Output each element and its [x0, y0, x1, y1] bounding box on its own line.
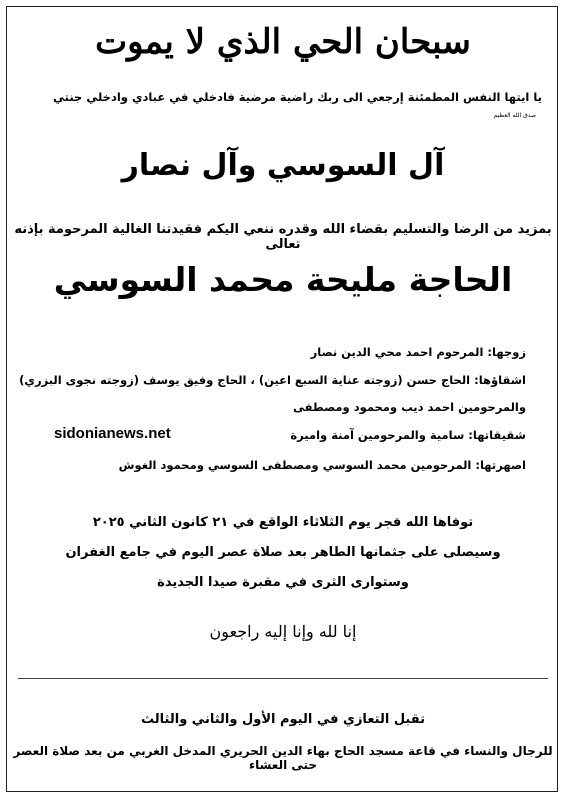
relative-brothers: اشقاؤها: الحاج حسن (زوجته عناية السبع اعين) ، الحاج وفيق يوسف (زوجته نجوى البزري) [19, 373, 526, 387]
announcement-intro: بمزيد من الرضا والتسليم بقضاء الله وقدره ننعي اليكم فقيدتنا الغالية المرحومة بإذنه تعالى [14, 222, 552, 252]
relative-in-laws: اصهرتها: المرحومين محمد السوسي ومصطفى السوسي ومحمود الغوش [118, 458, 526, 472]
sadaqa-note: صدق الله العظيم [493, 112, 536, 119]
quran-verse: يا ايتها النفس المطمئنة إرجعي الى ربك راضية مرضية فادخلي في عبادي وادخلي جنتي [53, 90, 542, 104]
families-title: آل السوسي وآل نصار [121, 148, 445, 183]
relative-husband: زوجها: المرحوم احمد محي الدين نصار [310, 345, 526, 359]
section-divider [18, 678, 548, 679]
inna-lillah: إنا لله وإنا إليه راجعون [209, 622, 357, 641]
calligraphy-header: سبحان الحي الذي لا يموت [95, 22, 471, 62]
relative-brothers-deceased: والمرحومين احمد ديب ومحمود ومصطفى [292, 400, 526, 414]
condolence-location: للرجال والنساء في قاعة مسجد الحاج بهاء الدين الحريري المدخل الغربي من بعد صلاة العصر حتى العشاء [13, 744, 553, 772]
page-border [6, 6, 558, 792]
death-date-line: توفاها الله فجر يوم الثلاثاء الواقع في ٢١ كانون الثاني ٢٠٢٥ [92, 515, 474, 530]
burial-line: وستوارى الثرى في مقبرة صيدا الجديدة [157, 575, 409, 590]
site-watermark: sidonianews.net [54, 425, 171, 442]
deceased-name: الحاجة مليحة محمد السوسي [53, 260, 513, 299]
relative-sisters: شقيقاتها: سامية والمرحومين آمنة واميرة [290, 428, 526, 442]
condolence-days: تقبل التعازي في اليوم الأول والثاني والثالث [141, 712, 425, 727]
funeral-prayer-line: وسيصلى على جثمانها الطاهر بعد صلاة عصر اليوم في جامع الغفران [65, 545, 501, 560]
